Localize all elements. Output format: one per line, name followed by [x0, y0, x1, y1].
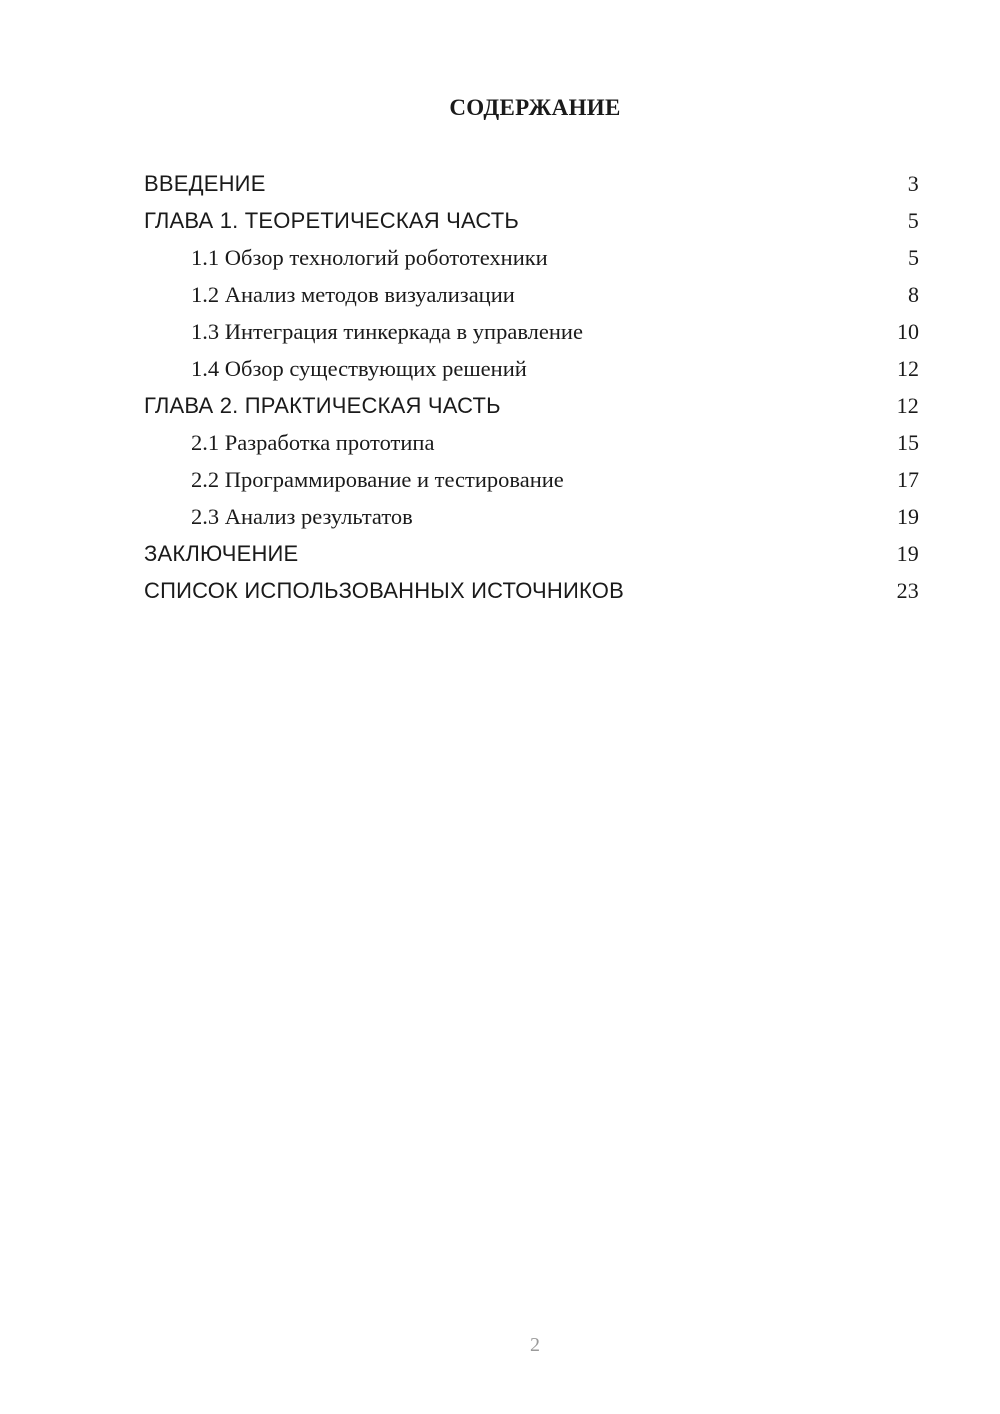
toc-entry-section-1-1[interactable]	[144, 239, 919, 276]
toc-entry-page: 3	[907, 171, 919, 196]
toc-entry-chapter-1[interactable]	[144, 202, 919, 239]
toc-entry-page: 5	[908, 245, 919, 270]
toc-entry-section-2-3[interactable]	[144, 498, 919, 535]
toc-entry-page: 15	[897, 430, 919, 455]
toc-entry-page: 5	[907, 208, 919, 233]
toc-entry-label: 2.1 Разработка прототипа	[191, 430, 435, 455]
toc-entry-label: 2.2 Программирование и тестирование	[191, 467, 564, 492]
toc-entry-page: 17	[897, 467, 919, 492]
toc-entry-label: ГЛАВА 2. ПРАКТИЧЕСКАЯ ЧАСТЬ	[144, 393, 501, 418]
toc-entry-label: 1.3 Интеграция тинкеркада в управление	[191, 319, 583, 344]
toc-entry-section-1-2[interactable]	[144, 276, 919, 313]
toc-entry-page: 19	[896, 541, 919, 566]
toc-entry-page: 19	[897, 504, 919, 529]
toc-entry-references[interactable]	[144, 572, 919, 609]
toc-entry-label: ВВЕДЕНИЕ	[144, 171, 266, 196]
toc-entry-label: 2.3 Анализ результатов	[191, 504, 413, 529]
toc-entry-label: СПИСОК ИСПОЛЬЗОВАННЫХ ИСТОЧНИКОВ	[144, 578, 624, 603]
table-of-contents	[144, 165, 919, 609]
toc-entry-page: 12	[896, 393, 919, 418]
page-title: СОДЕРЖАНИЕ	[449, 95, 621, 120]
toc-entry-section-2-2[interactable]	[144, 461, 919, 498]
page-number: 2	[530, 1334, 540, 1356]
toc-entry-label: ГЛАВА 1. ТЕОРЕТИЧЕСКАЯ ЧАСТЬ	[144, 208, 520, 233]
toc-entry-conclusion[interactable]	[144, 535, 919, 572]
toc-entry-page: 8	[908, 282, 919, 307]
toc-entry-label: 1.1 Обзор технологий робототехники	[191, 245, 548, 270]
toc-entry-chapter-2[interactable]	[144, 387, 919, 424]
toc-entry-section-1-4[interactable]	[144, 350, 919, 387]
toc-entry-page: 12	[897, 356, 919, 381]
toc-entry-label: ЗАКЛЮЧЕНИЕ	[144, 541, 299, 566]
toc-entry-label: 1.2 Анализ методов визуализации	[191, 282, 515, 307]
toc-entry-page: 10	[897, 319, 919, 344]
toc-entry-section-2-1[interactable]	[144, 424, 919, 461]
toc-entry-page: 23	[896, 578, 919, 603]
toc-entry-label: 1.4 Обзор существующих решений	[191, 356, 527, 381]
toc-entry-section-1-3[interactable]	[144, 313, 919, 350]
toc-entry-introduction[interactable]	[144, 165, 919, 202]
